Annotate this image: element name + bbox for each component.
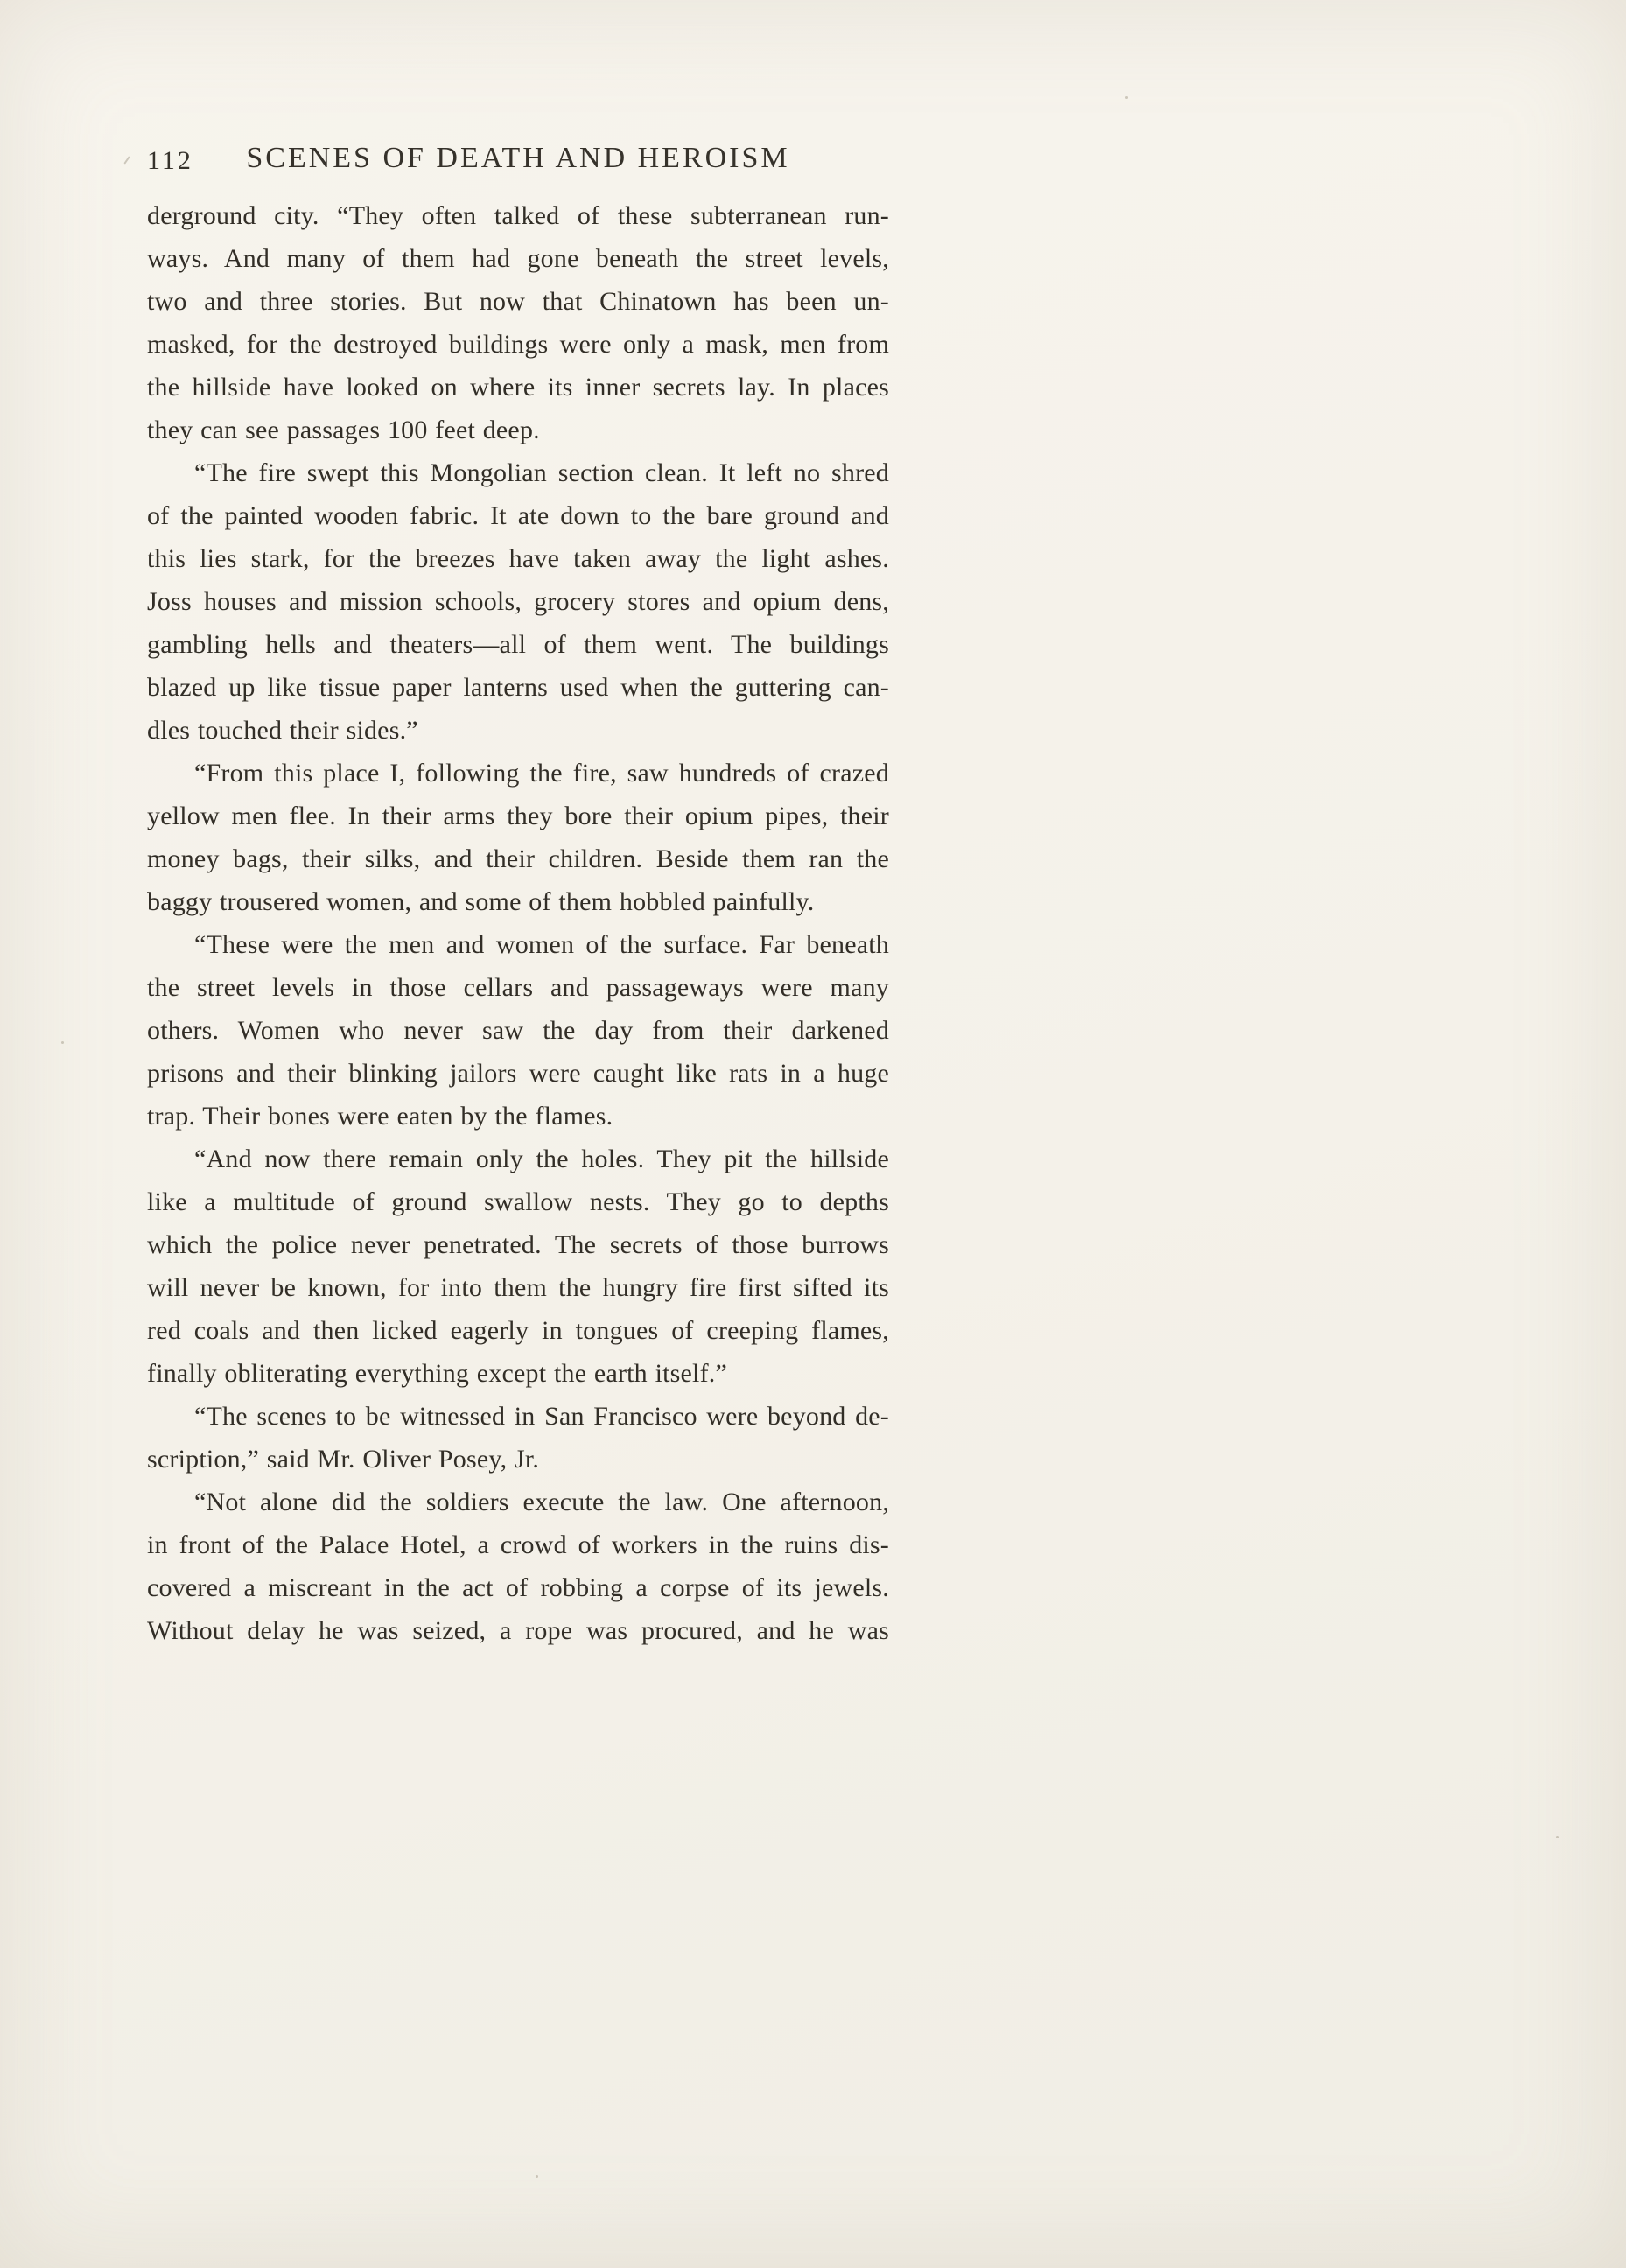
page-number: 112 — [147, 146, 193, 175]
paragraph — [147, 194, 889, 452]
text-line: Joss houses and mission schools, grocery stores and opium dens, — [147, 587, 889, 616]
text-line: “Not alone did the soldiers execute the law. One afternoon, — [194, 1488, 889, 1516]
text-line: “These were the men and women of the surface. Far beneath — [194, 930, 889, 959]
text-line: prisons and their blinking jailors were caught like rats in a huge — [147, 1059, 889, 1088]
text-line: dles touched their sides.” — [147, 716, 418, 745]
paragraph — [147, 1480, 889, 1652]
text-line: masked, for the destroyed buildings were only a mask, men from — [147, 330, 889, 359]
paragraph — [147, 1395, 889, 1480]
text-line: derground city. “They often talked of these subterranean run- — [147, 201, 889, 230]
scan-artifact — [123, 156, 130, 164]
scan-artifact — [1125, 96, 1128, 99]
page-text — [147, 194, 889, 1652]
text-line: trap. Their bones were eaten by the flames. — [147, 1102, 613, 1130]
text-line: money bags, their silks, and their children. Beside them ran the — [147, 844, 889, 873]
page-header — [147, 142, 889, 182]
text-line: yellow men flee. In their arms they bore their opium pipes, their — [147, 802, 889, 830]
text-line: this lies stark, for the breezes have taken away the light ashes. — [147, 544, 889, 573]
text-line: the hillside have looked on where its inner secrets lay. In places — [147, 373, 889, 402]
text-line: others. Women who never saw the day from their darkened — [147, 1016, 889, 1045]
paragraph — [147, 923, 889, 1138]
running-head: SCENES OF DEATH AND HEROISM — [246, 142, 790, 174]
text-line: blazed up like tissue paper lanterns used when the guttering can- — [147, 673, 889, 702]
text-line: “The fire swept this Mongolian section clean. It left no shred — [194, 458, 889, 487]
text-line: ways. And many of them had gone beneath the street levels, — [147, 244, 889, 273]
text-line: they can see passages 100 feet deep. — [147, 416, 540, 444]
paragraph — [147, 752, 889, 923]
text-line: red coals and then licked eagerly in tongues of creeping flames, — [147, 1316, 889, 1345]
text-line: will never be known, for into them the hungry fire first sifted its — [147, 1273, 889, 1302]
text-line: “And now there remain only the holes. They pit the hillside — [194, 1144, 889, 1173]
text-line: “The scenes to be witnessed in San Francisco were beyond de- — [194, 1402, 889, 1431]
text-line: gambling hells and theaters—all of them went. The buildings — [147, 630, 889, 659]
text-line: which the police never penetrated. The secrets of those burrows — [147, 1230, 889, 1259]
paragraph — [147, 452, 889, 752]
text-line: finally obliterating everything except the earth itself.” — [147, 1359, 727, 1388]
text-line: in front of the Palace Hotel, a crowd of workers in the ruins dis- — [147, 1530, 889, 1559]
text-line: scription,” said Mr. Oliver Posey, Jr. — [147, 1445, 540, 1474]
text-line: two and three stories. But now that Chinatown has been un- — [147, 287, 889, 316]
scan-artifact — [1556, 1836, 1559, 1838]
paragraph — [147, 1138, 889, 1395]
text-line: Without delay he was seized, a rope was procured, and he was — [147, 1616, 889, 1645]
text-line: the street levels in those cellars and passageways were many — [147, 973, 889, 1002]
scan-artifact — [61, 1041, 64, 1044]
text-line: of the painted wooden fabric. It ate down to the bare ground and — [147, 501, 889, 530]
text-line: “From this place I, following the fire, saw hundreds of crazed — [194, 759, 889, 788]
scan-artifact — [536, 2175, 538, 2178]
text-line: covered a miscreant in the act of robbing a corpse of its jewels. — [147, 1573, 889, 1602]
text-line: baggy trousered women, and some of them hobbled painfully. — [147, 887, 815, 916]
text-line: like a multitude of ground swallow nests. They go to depths — [147, 1187, 889, 1216]
